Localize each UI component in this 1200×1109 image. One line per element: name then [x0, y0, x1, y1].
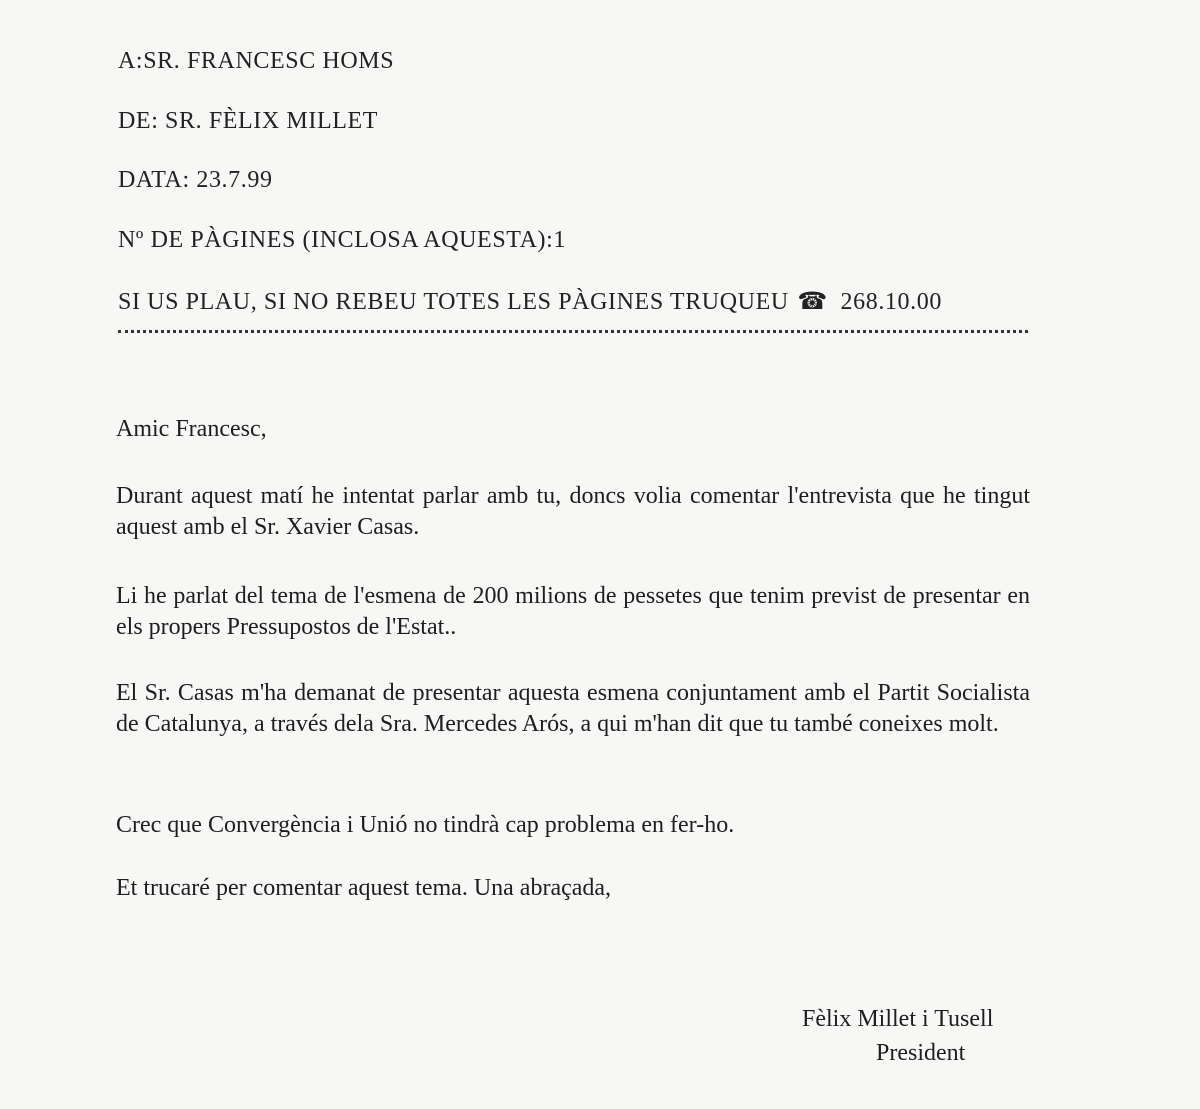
letter-paragraph-1: Durant aquest matí he intentat parlar amb tu, doncs volia comentar l'entrevista que he tingut aquest amb el Sr. Xavier Casas.: [116, 483, 1030, 540]
page-count-line: Nº DE PÀGINES (INCLOSA AQUESTA):1: [118, 227, 566, 253]
letter-paragraph-4: Crec que Convergència i Unió no tindrà cap problema en fer-ho.: [116, 812, 735, 838]
letter-paragraph-2: Li he parlat del tema de l'esmena de 200 milions de pessetes que tenim previst de presentar en els propers Pressupostos de l'Estat..: [116, 583, 1030, 640]
letter-paragraph-3: El Sr. Casas m'ha demanat de presentar aquesta esmena conjuntament amb el Partit Socialista de Catalunya, a través dela Sra. Mercedes Arós, a qui m'han dit que tu també coneixes molt.: [116, 680, 1030, 737]
telephone-icon: ☎: [797, 289, 828, 315]
letter-paragraph-5: Et trucaré per comentar aquest tema. Una abraçada,: [116, 875, 612, 901]
signature-name: Fèlix Millet i Tusell: [802, 1006, 994, 1032]
notice-text: SI US PLAU, SI NO REBEU TOTES LES PÀGINES TRUQUEU: [118, 289, 789, 315]
phone-number: 268.10.00: [840, 289, 942, 315]
signature-title: President: [876, 1040, 966, 1066]
to-line: A:SR. FRANCESC HOMS: [118, 48, 395, 74]
dotted-divider: [118, 330, 1028, 333]
from-line: DE: SR. FÈLIX MILLET: [118, 108, 378, 134]
date-line: DATA: 23.7.99: [118, 167, 273, 193]
notice-line: [118, 287, 942, 316]
greeting: Amic Francesc,: [116, 416, 267, 442]
